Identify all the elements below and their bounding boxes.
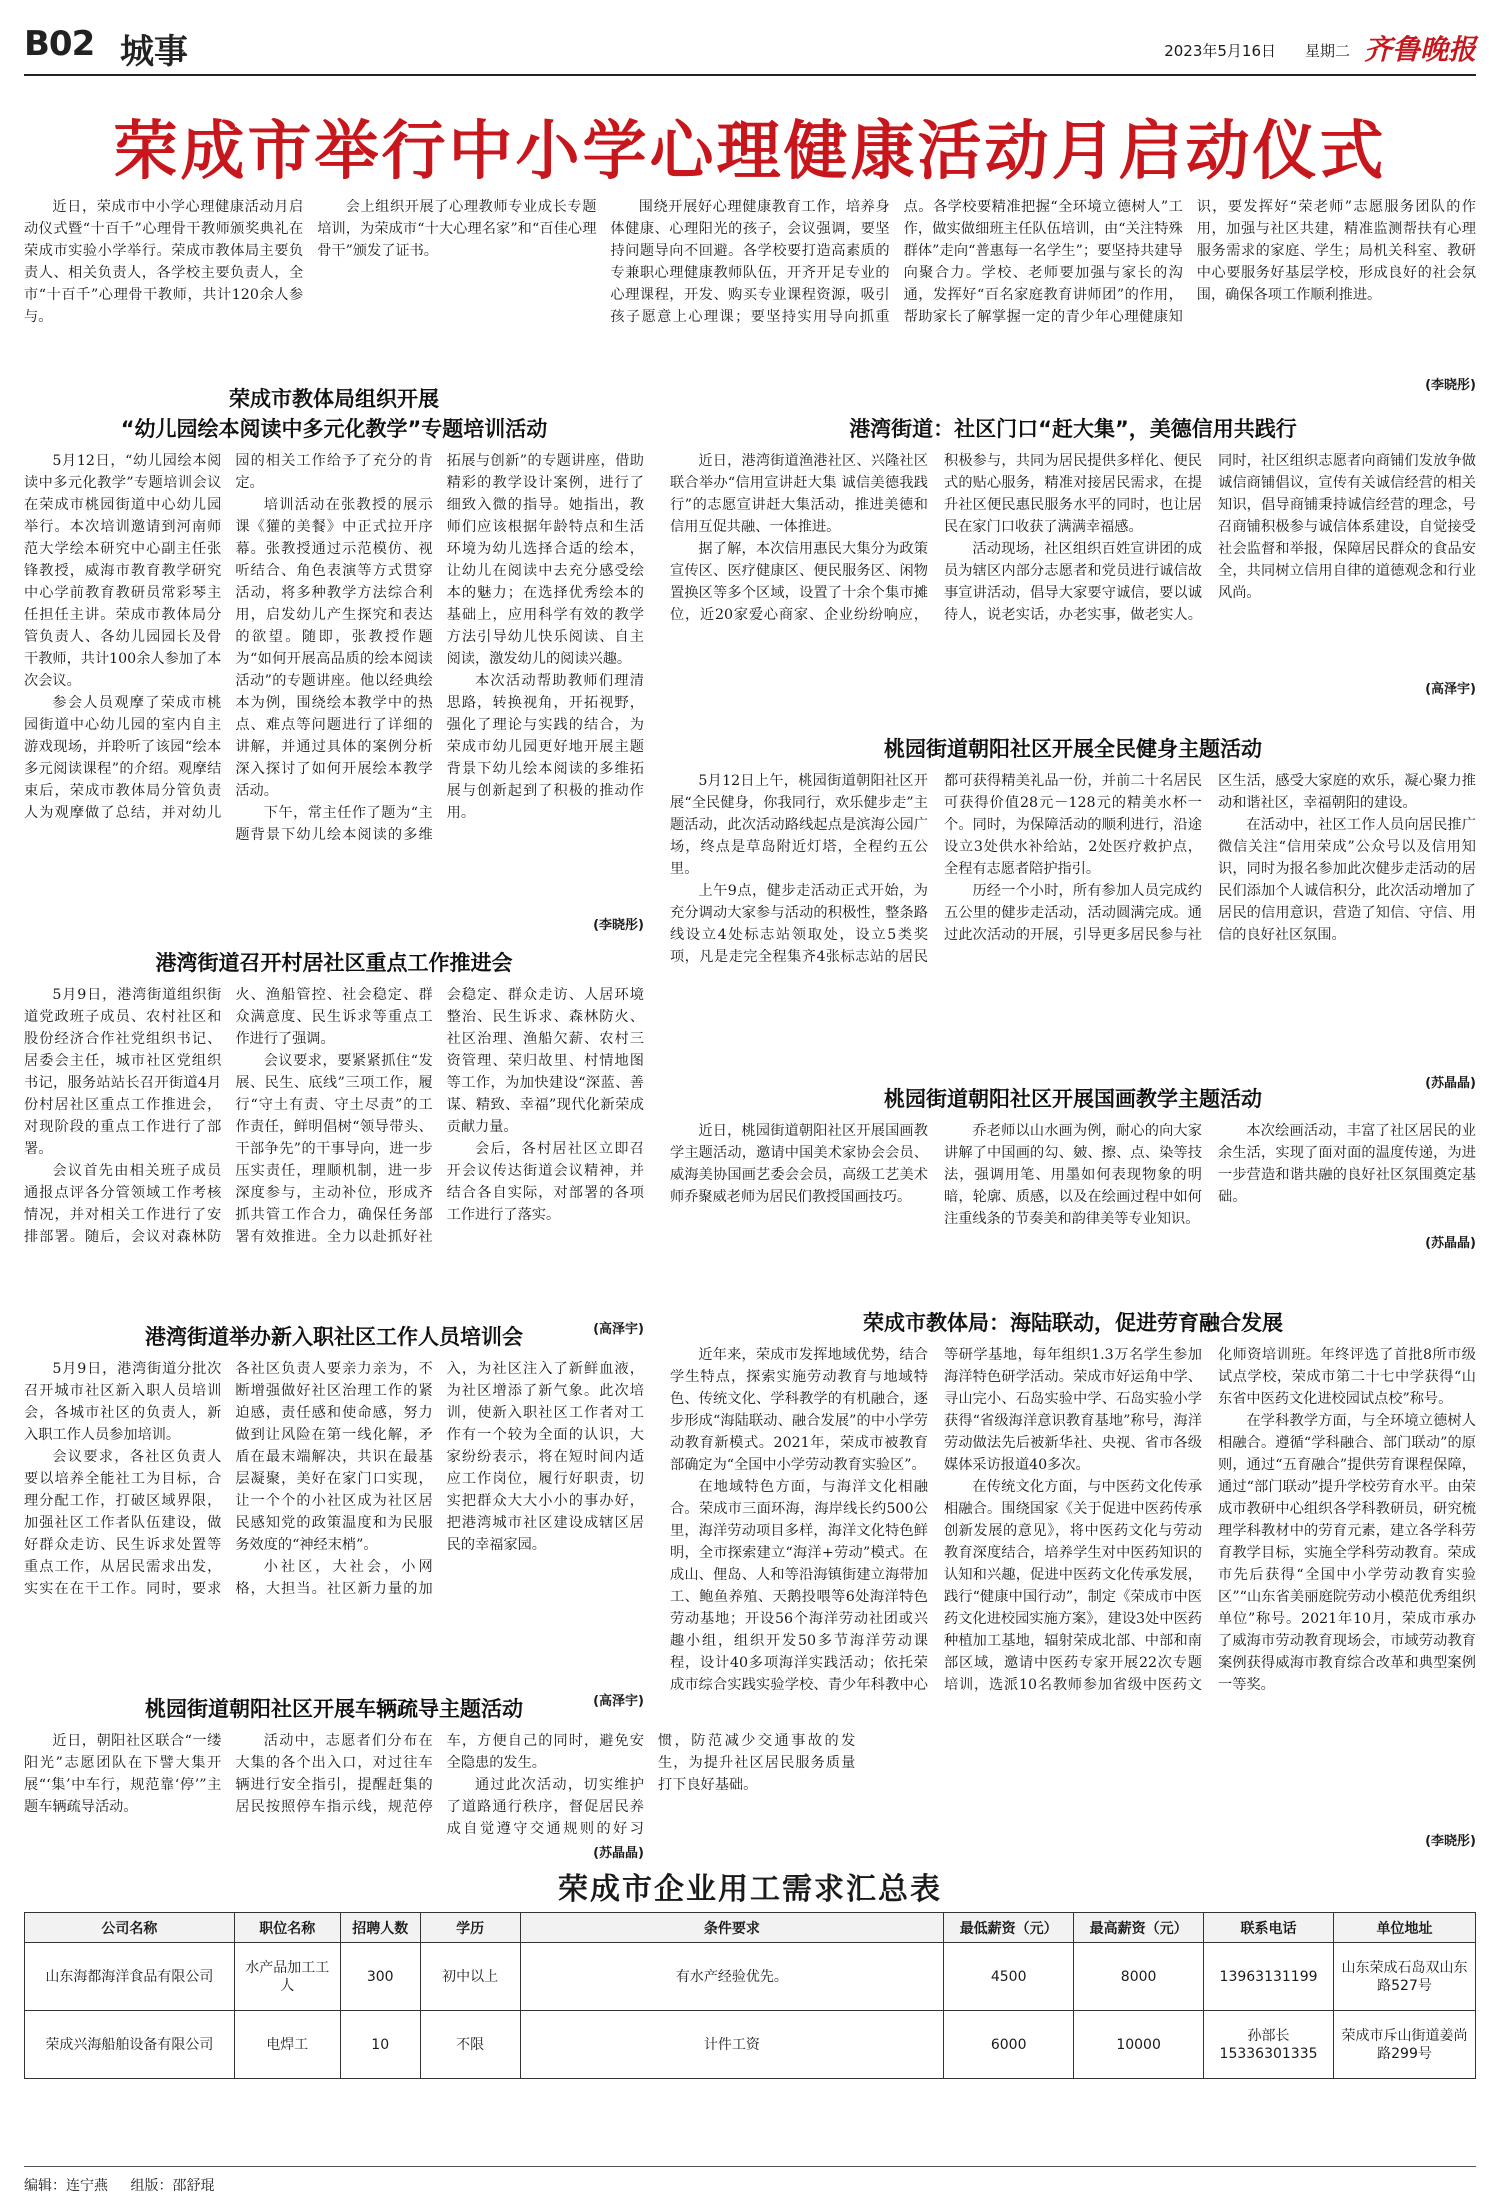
- cell-company: 山东海都海洋食品有限公司: [25, 1943, 235, 2011]
- table-row: [25, 1943, 1476, 2011]
- lead-byline: (李晓彤): [1425, 378, 1476, 393]
- article-body: [670, 770, 1476, 1070]
- article-body: [24, 984, 644, 1316]
- paragraph: 近日，朝阳社区联合“一缕阳光”志愿团队在下譬大集开展“‘集’中车行，规范靠‘停’”主题车辆疏导活动。: [24, 1733, 222, 1815]
- jobs-table-header: [25, 1913, 1476, 1943]
- article-byline: (苏晶晶): [593, 1846, 644, 1861]
- paragraph: 近日，桃园街道朝阳社区开展国画教学主题活动，邀请中国美术家协会会员、威海美协国画艺委会会员，高级工艺美术师乔聚威老师为居民们教授国画技巧。: [670, 1123, 928, 1205]
- article-body: [670, 1344, 1476, 1828]
- article-rongcheng-labor: [670, 1308, 1476, 1849]
- article-ganwan-training: [24, 1322, 644, 1709]
- article-byline: (高泽宇): [593, 1322, 644, 1337]
- cell-requirements: 计件工资: [520, 2011, 944, 2079]
- article-body: [24, 1730, 856, 1840]
- lead-col-2: [317, 196, 596, 372]
- article-taoyuan-traffic: [24, 1694, 856, 1861]
- paragraph: 会议首先由相关班子成员通报点评各分管领域工作考核情况，并对相关工作进行了安排部署。随后，会议对森林防火、渔船管控、社会稳定、群众满意度、民生诉求等重点工作进行了强调。: [24, 987, 433, 1245]
- paragraph: 5月9日，港湾街道组织街道党政班子成员、农村社区和股份经济合作社党组织书记、居委会主任，城市社区党组织书记，服务站站长召开街道4月份村居社区重点工作推进会，对现阶段的重点工作进行了部署。: [24, 987, 222, 1157]
- lead-paragraph: 会上组织开展了心理教师专业成长专题培训，为荣成市“十大心理名家”和“百佳心理骨干”颁发了证书。: [317, 199, 597, 259]
- article-title: “幼儿园绘本阅读中多元化教学”专题培训活动: [120, 417, 548, 441]
- section-name: 城事: [120, 32, 188, 72]
- col-header: 招聘人数: [340, 1913, 420, 1943]
- paragraph: 参会人员观摩了荣成市桃园街道中心幼儿园的室内自主游戏现场，并聆听了该园“绘本多元阅读课程”的介绍。观摩结束后，荣成市教体局分管负责人为观摩做了总结，并对幼儿园的相关工作给予了充分的肯定。: [24, 453, 433, 821]
- cell-phone: 孙部长15336301335: [1204, 2011, 1334, 2079]
- paragraph: 5月9日，港湾街道分批次召开城市社区新入职人员培训会，各城市社区的负责人，新入职工作人员参加培训。: [24, 1361, 222, 1443]
- paragraph: 本次绘画活动，丰富了社区居民的业余生活，实现了面对面的温度传递，为进一步营造和谐共融的良好社区氛围奠定基础。: [1218, 1123, 1476, 1205]
- paragraph: 本次活动帮助教师们理清思路，转换视角，开拓视野，强化了理论与实践的结合，为荣成市幼儿园更好地开展主题背景下幼儿绘本阅读的多维拓展与创新起到了积极的推动作用。: [446, 673, 644, 821]
- article-title: 桃园街道朝阳社区开展全民健身主题活动: [884, 737, 1262, 761]
- paragraph: 上午9点，健步走活动正式开始，为充分调动大家参与活动的积极性，整条路线设立4处标志站领取处，设立5类奖项，凡是走完全程集齐4张标志站的居民都可获得精美礼品一份，并前二十名居民可获得价值28元－128元的精美水杯一个。同时，为保障活动的顺利进行，沿途设立3处供水补给站，2处医疗救护点，全程有志愿者陪护指引。: [670, 773, 1202, 965]
- lead-article: [24, 196, 1476, 393]
- article-body: [24, 1358, 644, 1688]
- col-header: 最低薪资（元）: [944, 1913, 1074, 1943]
- paragraph: 近日，港湾街道渔港社区、兴隆社区联合举办“信用宣讲赶大集 诚信美德我践行”的志愿宣讲赶大集活动，推进美德和信用互促共融、一体推进。: [670, 453, 928, 535]
- col-header: 最高薪资（元）: [1074, 1913, 1204, 1943]
- paragraph: 会议要求，要紧紧抓住“发展、民生、底线”三项工作，履行“守土有责、守土尽责”的工作责任，鲜明倡树“领导带头、干部争先”的干事导向，进一步压实责任，理顺机制，进一步深度参与，主动补位，形成齐抓共管工作合力，确保任务部署有效推进。全力以赴抓好社会稳定、群众走访、人居环境整治、民生诉求、森林防火、社区治理、渔船欠薪、农村三资管理、荣归故里、村情地图等工作，为加快建设“深蓝、善谋、精致、幸福”现代化新荣成贡献力量。: [235, 987, 644, 1245]
- article-ganwan-meeting: [24, 948, 644, 1337]
- paragraph: 在活动中，社区工作人员向居民推广微信关注“信用荣成”公众号以及信用知识，同时为报名参加此次健步走活动的居民们添加个人诚信积分，此次活动增加了居民的信用意识，营造了知信、守信、用信的良好社区氛围。: [1218, 817, 1476, 943]
- paragraph: 活动现场，社区组织百姓宣讲团的成员为辖区内部分志愿者和党员进行诚信故事宣讲活动，倡导大家要守诚信，要以诚待人，说老实话，办老实事，做老实人。同时，社区组织志愿者向商铺们发放争做诚信商铺倡议，宣传有关诚信经营的相关知识，倡导商铺秉持诚信经营的理念，号召商铺积极参与诚信体系建设，自觉接受社会监督和举报，保障居民群众的食品安全，共同树立信用自律的道德观念和行业风尚。: [944, 453, 1476, 623]
- cell-min-salary: 4500: [944, 1943, 1074, 2011]
- paragraph: 小社区，大社会，小网格，大担当。社区新力量的加入，为社区注入了新鲜血液，为社区增添了新气象。此次培训，使新入职社区工作者对工作有一个较为全面的认识，大家纷纷表示，将在短时间内适应工作岗位，履行好职责，切实把群众大大小小的事办好，把港湾城市社区建设成辖区居民的幸福家园。: [235, 1361, 644, 1597]
- article-taoyuan-painting: [670, 1084, 1476, 1251]
- paragraph: 历经一个小时，所有参加人员完成约五公里的健步走活动，活动圆满完成。通过此次活动的开展，引导更多居民参与社区生活，感受大家庭的欢乐，凝心聚力推动和谐社区，幸福朝阳的建设。: [944, 773, 1476, 943]
- cell-phone: 13963131199: [1204, 1943, 1334, 2011]
- cell-education: 初中以上: [420, 1943, 520, 2011]
- article-title: 桃园街道朝阳社区开展车辆疏导主题活动: [145, 1697, 523, 1721]
- editor-credit: 编辑：连宁燕: [24, 2178, 108, 2194]
- cell-count: 10: [340, 2011, 420, 2079]
- cell-max-salary: 10000: [1074, 2011, 1204, 2079]
- paragraph: 在学科教学方面，与全环境立德树人相融合。遵循“学科融合、部门联动”的原则，通过“五育融合”提供劳育课程保障，通过“部门联动”提升学校劳育水平。由荣成市教研中心组织各学科教研员，研究梳理学科教材中的劳育元素，建立各学科劳育教学目标，实施全学科劳动教育。荣成市先后获得“全国中小学劳动教育实验区”“山东省美丽庭院劳动小模范优秀组织单位”称号。2021年10月，荣成市承办了威海市劳动教育现场会，市域劳动教育案例获得威海市教育综合改革和典型案例一等奖。: [1218, 1413, 1476, 1693]
- paragraph: 5月12日上午，桃园街道朝阳社区开展“全民健身，你我同行，欢乐健步走”主题活动，此次活动路线起点是滨海公园广场，终点是草岛附近灯塔，全程约五公里。: [670, 773, 928, 877]
- page-number: B02: [24, 24, 95, 64]
- article-title: 荣成市教体局：海陆联动，促进劳育融合发展: [863, 1311, 1283, 1335]
- jobs-table-title: 荣成市企业用工需求汇总表: [558, 1872, 942, 1907]
- lead-paragraph: 近日，荣成市中小学心理健康活动月启动仪式暨“十百千”心理骨干教师颁奖典礼在荣成市实验小学举行。荣成市教体局主要负责人、相关负责人，各学校主要负责人，全市“十百千”心理骨干教师，共计120余人参与。: [24, 199, 304, 325]
- cell-min-salary: 6000: [944, 2011, 1074, 2079]
- cell-position: 水产品加工工人: [234, 1943, 340, 2011]
- paragraph: 会议要求，各社区负责人要以培养全能社工为目标，合理分配工作，打破区域界限，加强社区工作者队伍建设，做好群众走访、民生诉求处置等重点工作，从居民需求出发，实实在在干工作。同时，要求各社区负责人要亲力亲为，不断增强做好社区治理工作的紧迫感，责任感和使命感，努力做到让风险在第一线化解，矛盾在最末端解决，共识在最基层凝聚，美好在家门口实现，让一个个的小社区成为社区居民感知党的政策温度和为民服务效度的“神经末梢”。: [24, 1361, 433, 1597]
- col-header: 公司名称: [25, 1913, 235, 1943]
- article-byline: (苏晶晶): [1425, 1236, 1476, 1251]
- paragraph: 近年来，荣成市发挥地域优势，结合学生特点，探索实施劳动教育与地域特色、传统文化、学科教学的有机融合，逐步形成“海陆联动、融合发展”的中小学劳动教育新模式。2021年，荣成市被教育部确定为“全国中小学劳动教育实验区”。: [670, 1347, 928, 1473]
- article-title: 港湾街道：社区门口“赶大集”，美德信用共践行: [849, 417, 1297, 441]
- paragraph: 5月12日，“幼儿园绘本阅读中多元化教学”专题培训会议在荣成市桃园街道中心幼儿园举行。本次培训邀请到河南师范大学绘本研究中心副主任张锋教授，威海市教育教学研究中心学前教育教研员常彩琴主任担任主讲。荣成市教体局分管负责人、各幼儿园园长及骨干教师，共计100余人参加了本次会议。: [24, 453, 222, 689]
- newspaper-logo: 齐鲁晚报: [1363, 33, 1476, 66]
- cell-count: 300: [340, 1943, 420, 2011]
- paragraph: 培训活动在张教授的展示课《獾的美餐》中正式拉开序幕。张教授通过示范模仿、视听结合、角色表演等方式贯穿活动，将多种教学方法综合利用，启发幼儿产生探究和表达的欲望。随即，张教授作题为“如何开展高品质的绘本阅读活动”的专题讲座。他以经典绘本为例，围绕绘本教学中的热点、难点等问题进行了详细的讲解，并通过具体的案例分析深入探讨了如何开展绘本教学活动。: [235, 497, 433, 799]
- article-taoyuan-fitness: [670, 734, 1476, 1091]
- article-title: 荣成市教体局组织开展: [229, 387, 439, 411]
- paragraph: 活动中，志愿者们分布在大集的各个出入口，对过往车辆进行安全指引，提醒赶集的居民按照停车指示线，规范停车，方便自己的同时，避免安全隐患的发生。: [235, 1733, 644, 1815]
- cell-address: 山东荣成石岛双山东路527号: [1334, 1943, 1476, 2011]
- cell-address: 荣成市斥山街道姜尚路299号: [1334, 2011, 1476, 2079]
- article-body: [24, 450, 644, 912]
- paragraph: 据了解，本次信用惠民大集分为政策宣传区、医疗健康区、便民服务区、闲物置换区等多个区域，设置了十余个集市摊位，近20家爱心商家、企业纷纷响应，积极参与，共同为居民提供多样化、便民式的贴心服务，精准对接居民需求，在提升社区便民惠民服务水平的同时，也让居民在家门口收获了满满幸福感。: [670, 453, 1202, 623]
- article-byline: (高泽宇): [593, 1694, 644, 1709]
- article-byline: (高泽宇): [1425, 682, 1476, 697]
- page-footer: [24, 2166, 1476, 2195]
- col-header: 学历: [420, 1913, 520, 1943]
- article-byline: (李晓彤): [593, 918, 644, 933]
- lead-paragraph: 围绕开展好心理健康教育工作，培养身体健康、心理阳光的孩子，会议强调，要坚持问题导向不回避。各学校要打造高素质的专兼职心理健康教师队伍，开齐开足专业的心理课程，开发、购买专业课程资源，吸引孩子愿意上心理课；要坚持实用导向抓重点。各学校要精准把握“全环境立德树人”工作，做实做细班主任队伍培训，由“关注特殊群体”走向“普惠每一名学生”；要坚持共建导向聚合力。学校、老师要加强与家长的沟通，发挥好“百名家庭教育讲师团”的作用，帮助家长了解掌握一定的青少年心理健康知识，要发挥好“荣老师”志愿服务团队的作用，加强与社区共建，精准监测帮扶有心理服务需求的家庭、学生；局机关科室、教研中心要服务好基层学校，形成良好的社会氛围，确保各项工作顺利推进。: [610, 199, 1476, 325]
- cell-requirements: 有水产经验优先。: [520, 1943, 944, 2011]
- article-byline: (李晓彤): [1425, 1834, 1476, 1849]
- cell-education: 不限: [420, 2011, 520, 2079]
- col-header: 联系电话: [1204, 1913, 1334, 1943]
- article-kindergarten: [24, 384, 644, 933]
- table-row: [25, 2011, 1476, 2079]
- paragraph: 在地域特色方面，与海洋文化相融合。荣成市三面环海，海岸线长约500公里，海洋劳动项目多样，海洋文化特色鲜明，全市探索建立“海洋+劳动”模式。在成山、俚岛、人和等沿海镇街建立海带加工、鲍鱼养殖、天鹅投喂等6处海洋特色劳动基地；开设56个海洋劳动社团或兴趣小组，组织开发50多节海洋劳动课程，设计40多项海洋实践活动；依托荣成市综合实践实验学校、青少年科教中心等研学基地，每年组织1.3万名学生参加海洋特色研学活动。荣成市好运角中学、寻山完小、石岛实验中学、石岛实验小学获得“省级海洋意识教育基地”称号，海洋劳动做法先后被新华社、央视、省市各级媒体采访报道40多次。: [670, 1347, 1202, 1693]
- article-title: 港湾街道召开村居社区重点工作推进会: [155, 951, 513, 975]
- article-body: [670, 450, 1476, 676]
- col-header: 职位名称: [234, 1913, 340, 1943]
- cell-max-salary: 8000: [1074, 1943, 1204, 2011]
- col-header: 条件要求: [520, 1913, 944, 1943]
- page-headline: 荣成市举行中小学心理健康活动月启动仪式: [113, 115, 1387, 189]
- cell-position: 电焊工: [234, 2011, 340, 2079]
- paragraph: 会后，各村居社区立即召开会议传达街道会议精神，并结合各自实际，对部署的各项工作进行了落实。: [446, 1141, 644, 1223]
- article-body: [670, 1120, 1476, 1230]
- paragraph: 在传统文化方面，与中医药文化传承相融合。围绕国家《关于促进中医药传承创新发展的意见》，将中医药文化与劳动教育深度结合，培养学生对中医药知识的认知和兴趣，促进中医药文化传承发展，践行“健康中国行动”，制定《荣成市中医药文化进校园实施方案》，建设3处中医药种植加工基地，辐射荣成北部、中部和南部区域，邀请中医药专家开展22次专题培训，选派10名教师参加省级中医药文化师资培训班。年终评选了首批8所市级试点学校，荣成市第二十七中学获得“山东省中医药文化进校园试点校”称号。: [944, 1347, 1476, 1693]
- cell-company: 荣成兴海船舶设备有限公司: [25, 2011, 235, 2079]
- article-title: 桃园街道朝阳社区开展国画教学主题活动: [884, 1087, 1262, 1111]
- paragraph: 下午，常主任作了题为“主题背景下幼儿绘本阅读的多维拓展与创新”的专题讲座，借助精彩的教学设计案例，进行了细致入微的指导。她指出，教师们应该根据年龄特点和生活环境为幼儿选择合适的绘本，让幼儿在阅读中去充分感受绘本的魅力；在选择优秀绘本的基础上，应用科学有效的教学方法引导幼儿快乐阅读、自主阅读，激发幼儿的阅读兴趣。: [235, 453, 644, 843]
- masthead: [24, 18, 1476, 76]
- jobs-table: [24, 1912, 1476, 2079]
- col-header: 单位地址: [1334, 1913, 1476, 1943]
- layout-credit: 组版：邵舒琨: [130, 2178, 215, 2194]
- lead-col-1: [24, 196, 303, 372]
- lead-col-3-5: [610, 196, 1476, 372]
- issue-date: 2023年5月16日: [1164, 42, 1276, 60]
- article-ganwan-market: [670, 414, 1476, 697]
- paragraph: 通过此次活动，切实维护了道路通行秩序，督促居民养成自觉遵守交通规则的好习惯，防范减少交通事故的发生，为提升社区居民服务质量打下良好基础。: [446, 1733, 856, 1837]
- issue-weekday: 星期二: [1304, 42, 1350, 60]
- paragraph: 乔老师以山水画为例，耐心的向大家讲解了中国画的勾、皴、擦、点、染等技法，强调用笔、用墨如何表现物象的明暗，轮廓、质感，以及在绘画过程中如何注重线条的节奏美和韵律美等专业知识。: [944, 1123, 1202, 1227]
- article-title: 港湾街道举办新入职社区工作人员培训会: [145, 1325, 523, 1349]
- article-byline: (苏晶晶): [1425, 1076, 1476, 1091]
